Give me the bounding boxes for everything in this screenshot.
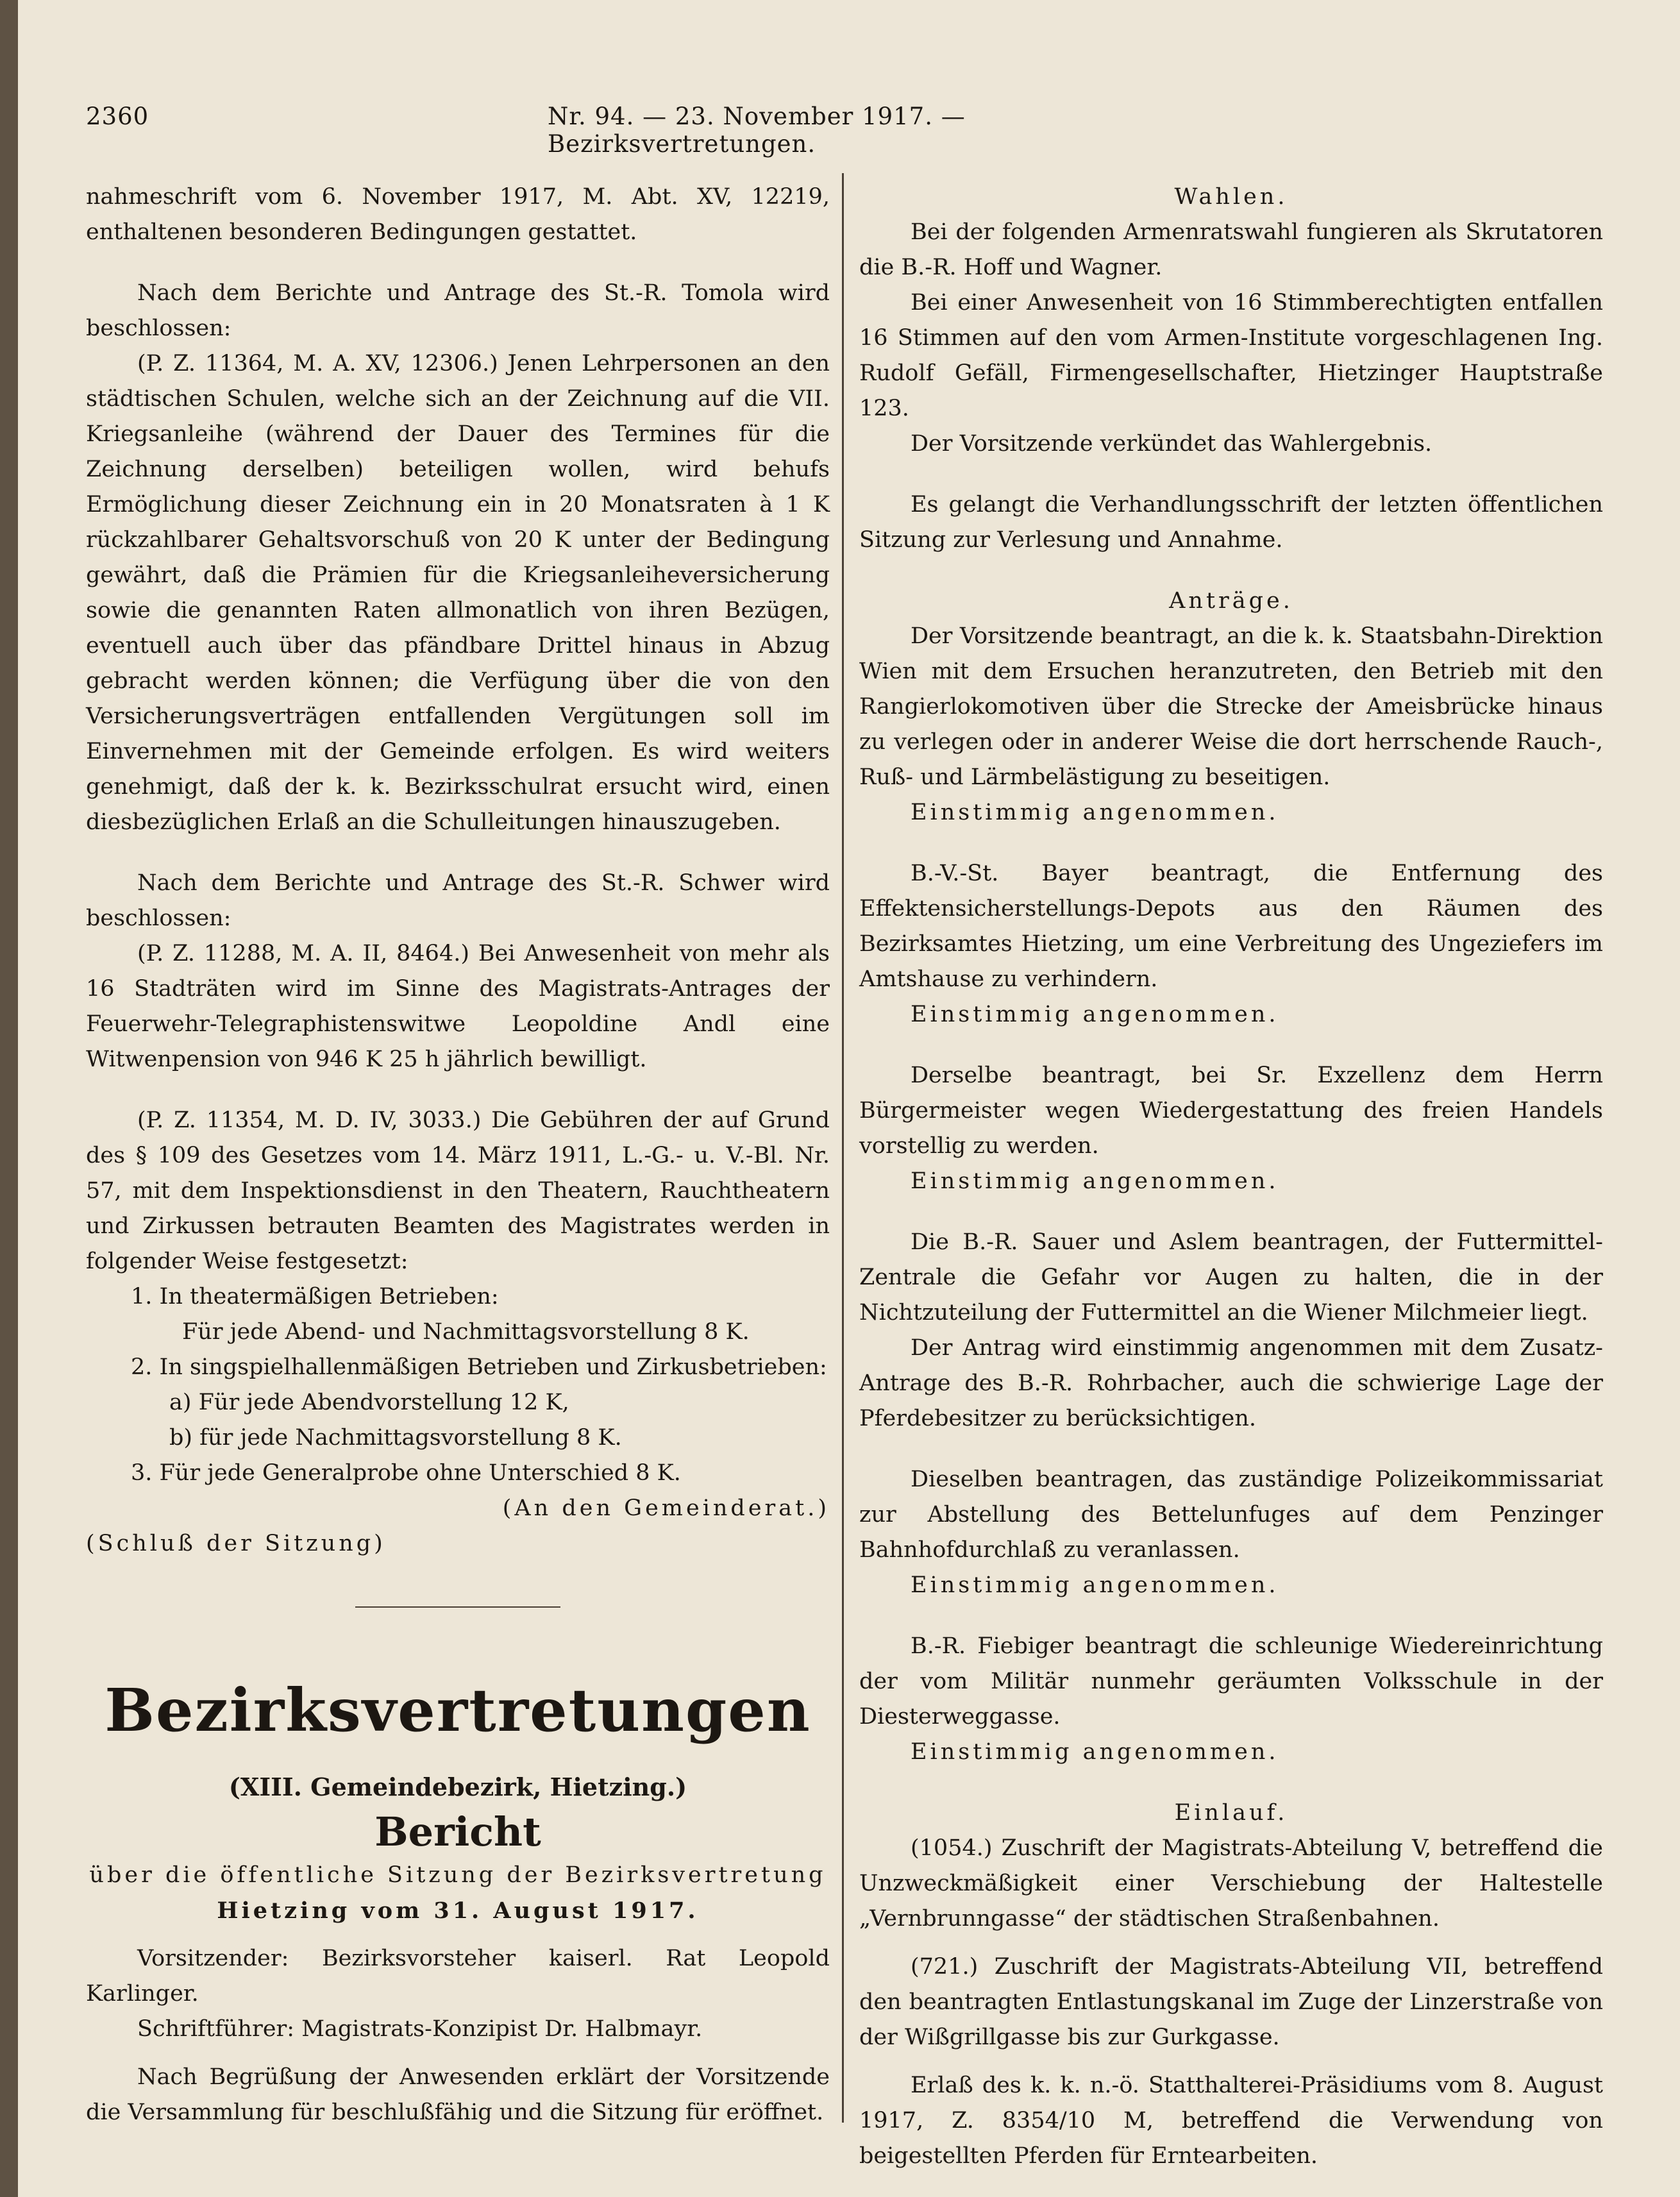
report-subtitle-date: Hietzing vom 31. August 1917. xyxy=(217,1898,699,1924)
paragraph: Der Antrag wird einstimmig angenommen mit dem Zusatz-Antrage des B.-R. Rohrbacher, auch die schwierige Lage der Pferdebesitzer zu berücksichtigen. xyxy=(859,1335,1603,1431)
paragraph: Es gelangt die Verhandlungsschrift der letzten öffentlichen Sitzung zur Verlesung und Annahme. xyxy=(859,492,1603,553)
right-column xyxy=(859,180,1603,2174)
paragraph: Der Vorsitzende beantragt, an die k. k. Staatsbahn-Direktion Wien mit dem Ersuchen heranzutreten, den Betrieb mit den Rangierlokomotiven über die Strecke der Ameisbrücke hinaus zu verlegen oder in anderer Weise die dort herrschende Rauch-, Ruß- und Lärmbelästigung zu beseitigen. xyxy=(859,623,1603,790)
subsection-heading: Anträge. xyxy=(1169,588,1293,614)
resolution-note: Einstimmig angenommen. xyxy=(911,1168,1279,1194)
paragraph: Nach Begrüßung der Anwesenden erklärt der Vorsitzende die Versammlung für beschlußfähig und die Sitzung für eröffnet. xyxy=(86,2064,830,2125)
list-item: b) für jede Nachmittagsvorstellung 8 K. xyxy=(169,1425,622,1451)
left-column xyxy=(86,180,830,2130)
column-divider xyxy=(842,173,844,2123)
paragraph: (1054.) Zuschrift der Magistrats-Abteilung V, betreffend die Unzweckmäßigkeit einer Verschiebung der Haltestelle „Vernbrunngasse“ der städtischen Straßenbahnen. xyxy=(859,1835,1603,1932)
referral-note: (An den Gemeinderat.) xyxy=(502,1495,830,1521)
report-title: Bericht xyxy=(374,1808,541,1855)
resolution-note: Einstimmig angenommen. xyxy=(911,1572,1279,1598)
subsection-heading: Wahlen. xyxy=(1174,184,1288,210)
session-end-note: (Schluß der Sitzung) xyxy=(86,1531,386,1556)
report-subtitle: über die öffentliche Sitzung der Bezirksvertretung xyxy=(89,1862,827,1888)
list-item: 2. In singspielhallenmäßigen Betrieben und Zirkusbetrieben: xyxy=(131,1354,827,1380)
paragraph: Bei der folgenden Armenratswahl fungieren als Skrutatoren die B.-R. Hoff und Wagner. xyxy=(859,219,1603,280)
paragraph: (P. Z. 11288, M. A. II, 8464.) Bei Anwesenheit von mehr als 16 Stadträten wird im Sinne des Magistrats-Antrages der Feuerwehr-Telegraphistenswitwe Leopoldine Andl eine Witwenpension von 946 K 25 h jährlich bewilligt. xyxy=(86,941,830,1072)
page-number: 2360 xyxy=(86,103,149,130)
paragraph: (721.) Zuschrift der Magistrats-Abteilung VII, betreffend den beantragten Entlastungskanal im Zuge der Linzerstraße von der Wißgrillgasse bis zur Gurkgasse. xyxy=(859,1954,1603,2050)
list-item: a) Für jede Abendvorstellung 12 K, xyxy=(169,1390,569,1415)
paragraph: (P. Z. 11354, M. D. IV, 3033.) Die Gebühren der auf Grund des § 109 des Gesetzes vom 14. März 1911, L.-G.- u. V.-Bl. Nr. 57, mit dem Inspektionsdienst in den Theatern, Rauchtheatern und Zirkussen betrauten Beamten des Magistrates werden in folgender Weise festgesetzt: xyxy=(86,1107,830,1274)
section-separator xyxy=(355,1606,560,1608)
list-item: 3. Für jede Generalprobe ohne Unterschied 8 K. xyxy=(131,1460,681,1486)
chair-line: Vorsitzender: Bezirksvorsteher kaiserl. Rat Leopold Karlinger. xyxy=(86,1946,830,2007)
paragraph: Derselbe beantragt, bei Sr. Exzellenz dem Herrn Bürgermeister wegen Wiedergestattung des freien Handels vorstellig zu werden. xyxy=(859,1063,1603,1159)
page-edge xyxy=(0,0,18,2197)
list-item: Für jede Abend- und Nachmittagsvorstellung 8 K. xyxy=(182,1319,750,1345)
paragraph: Bei einer Anwesenheit von 16 Stimmberechtigten entfallen 16 Stimmen auf den vom Armen-Institute vorgeschlagenen Ing. Rudolf Gefäll, Firmengesellschafter, Hietzinger Hauptstraße 123. xyxy=(859,290,1603,421)
resolution-note: Einstimmig angenommen. xyxy=(911,1739,1279,1765)
paragraph: Der Vorsitzende verkündet das Wahlergebnis. xyxy=(911,431,1432,457)
paragraph: (P. Z. 11364, M. A. XV, 12306.) Jenen Lehrpersonen an den städtischen Schulen, welche sich an der Zeichnung auf die VII. Kriegsanleihe (während der Dauer des Termines für die Zeichnung derselben) beteiligen wollen, wird behufs Ermöglichung dieser Zeichnung ein in 20 Monatsraten à 1 K rückzahlbarer Gehaltsvorschuß von 20 K unter der Bedingung gewährt, daß die Prämien für die Kriegsanleiheversicherung sowie die genannten Raten allmonatlich von ihren Bezügen, eventuell auch über das pfändbare Drittel hinaus in Abzug gebracht werden können; die Verfügung über die von den Versicherungsverträgen entfallenden Vergütungen soll im Einvernehmen mit der Gemeinde erfolgen. Es wird weiters genehmigt, daß der k. k. Bezirksschulrat ersucht wird, einen diesbezüglichen Erlaß an die Schulleitungen hinauszugeben. xyxy=(86,351,830,835)
secretary-line: Schriftführer: Magistrats-Konzipist Dr. Halbmayr. xyxy=(137,2016,703,2042)
paragraph: nahmeschrift vom 6. November 1917, M. Abt. XV, 12219, enthaltenen besonderen Bedingungen gestattet. xyxy=(86,184,830,245)
district-heading: (XIII. Gemeindebezirk, Hietzing.) xyxy=(228,1772,687,1801)
paragraph: Die B.-R. Sauer und Aslem beantragen, der Futtermittel-Zentrale die Gefahr vor Augen zu halten, die in der Nichtzuteilung der Futtermittel an die Wiener Milchmeier liegt. xyxy=(859,1229,1603,1326)
resolution-note: Einstimmig angenommen. xyxy=(911,1002,1279,1027)
paragraph: Nach dem Berichte und Antrage des St.-R. Tomola wird beschlossen: xyxy=(86,280,830,341)
page-header xyxy=(86,103,1214,158)
paragraph: Erlaß des k. k. n.-ö. Statthalterei-Präsidiums vom 8. August 1917, Z. 8354/10 M, betreffend die Verwendung von beigestellten Pferden für Erntearbeiten. xyxy=(859,2073,1603,2169)
paragraph: Nach dem Berichte und Antrage des St.-R. Schwer wird beschlossen: xyxy=(86,870,830,931)
paragraph: B.-V.-St. Bayer beantragt, die Entfernung des Effektensicherstellungs-Depots aus den Räumen des Bezirksamtes Hietzing, um eine Verbreitung des Ungeziefers im Amtshause zu verhindern. xyxy=(859,861,1603,992)
paragraph: Dieselben beantragen, das zuständige Polizeikommissariat zur Abstellung des Bettelunfuges auf dem Penzinger Bahnhofdurchlaß zu veranlassen. xyxy=(859,1467,1603,1563)
subsection-heading: Einlauf. xyxy=(1174,1800,1288,1826)
paragraph: B.-R. Fiebiger beantragt die schleunige Wiedereinrichtung der vom Militär nunmehr geräumten Volksschule in der Diesterweggasse. xyxy=(859,1633,1603,1730)
list-item: 1. In theatermäßigen Betrieben: xyxy=(131,1284,499,1309)
issue-reference: Nr. 94. — 23. November 1917. — Bezirksvertretungen. xyxy=(548,103,966,158)
resolution-note: Einstimmig angenommen. xyxy=(911,800,1279,825)
section-title: Bezirksvertretungen xyxy=(105,1676,811,1745)
